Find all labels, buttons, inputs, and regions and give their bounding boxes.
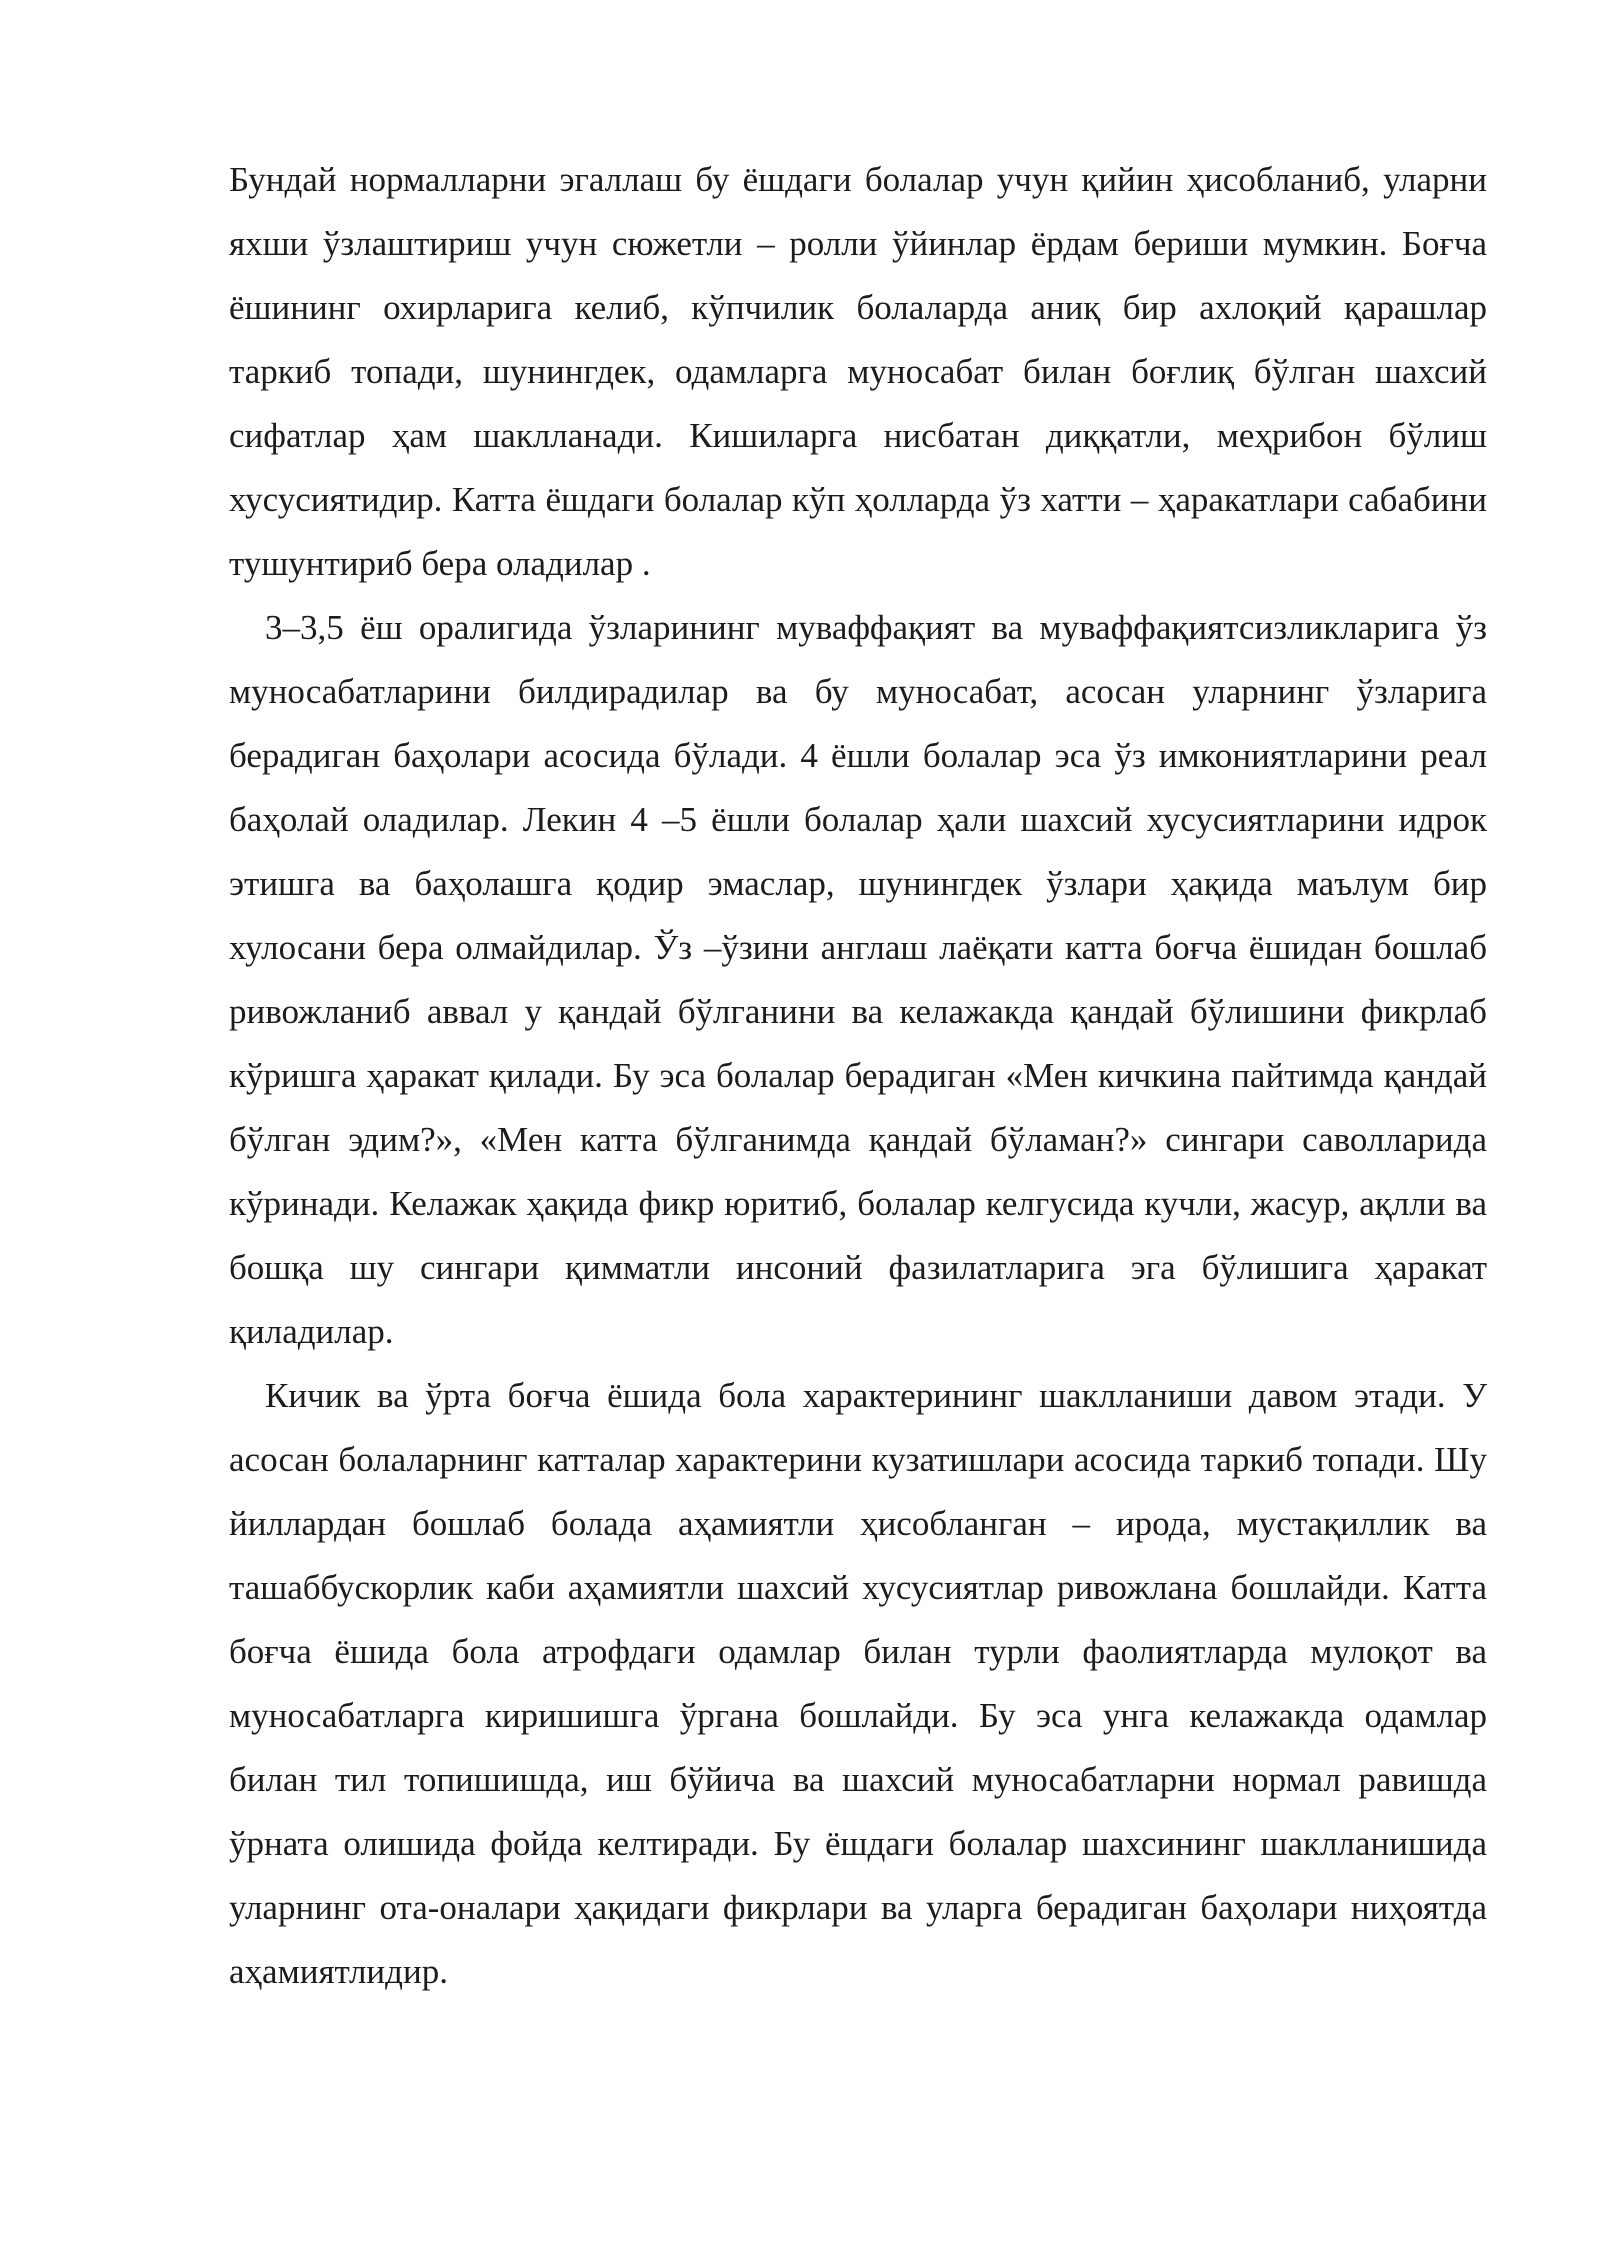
paragraph-3: Кичик ва ўрта боғча ёшида бола характерининг шаклланиши давом этади. У асосан болаларнинг катталар характерини кузатишлари асосида таркиб топади. Шу йиллардан бошлаб болада аҳамиятли ҳисобланган – ирода, мустақиллик ва ташаббускорлик каби аҳамиятли шахсий хусусиятлар ривожлана бошлайди. Катта боғча ёшида бола атрофдаги одамлар билан турли фаолиятларда мулоқот ва муносабатларга киришишга ўргана бошлайди. Бу эса унга келажакда одамлар билан тил топишишда, иш бўйича ва шахсий муносабатларни нормал равишда ўрната олишида фойда келтиради. Бу ёшдаги болалар шахсининг шаклланишида уларнинг ота-оналари ҳақидаги фикрлари ва уларга берадиган баҳолари ниҳоятда аҳамиятлидир.: [229, 1376, 1487, 1991]
body-text: [229, 148, 1487, 2004]
paragraph-2: 3–3,5 ёш оралигида ўзларининг муваффақият ва муваффақиятсизликларига ўз муносабатларини билдирадилар ва бу муносабат, асосан уларнинг ўзларига берадиган баҳолари асосида бўлади. 4 ёшли болалар эса ўз имкониятларини реал баҳолай оладилар. Лекин 4 –5 ёшли болалар ҳали шахсий хусусиятларини идрок этишга ва баҳолашга қодир эмаслар, шунингдек ўзлари ҳақида маълум бир хулосани бера олмайдилар. Ўз –ўзини англаш лаёқати катта боғча ёшидан бошлаб ривожланиб аввал у қандай бўлганини ва келажакда қандай бўлишини фикрлаб кўришга ҳаракат қилади. Бу эса болалар берадиган «Мен кичкина пайтимда қандай бўлган эдим?», «Мен катта бўлганимда қандай бўламан?» сингари саволларида кўринади. Келажак ҳақида фикр юритиб, болалар келгусида кучли, жасур, ақлли ва бошқа шу сингари қимматли инсоний фазилатларига эга бўлишига ҳаракат қиладилар.: [229, 608, 1487, 1351]
paragraph-1: Бундай нормалларни эгаллаш бу ёшдаги болалар учун қийин ҳисобланиб, уларни яхши ўзлаштириш учун сюжетли – ролли ўйинлар ёрдам бериши мумкин. Боғча ёшининг охирларига келиб, кўпчилик болаларда аниқ бир ахлоқий қарашлар таркиб топади, шунингдек, одамларга муносабат билан боғлиқ бўлган шахсий сифатлар ҳам шаклланади. Кишиларга нисбатан диққатли, меҳрибон бўлиш хусусиятидир. Катта ёшдаги болалар кўп ҳолларда ўз хатти – ҳаракатлари сабабини тушунтириб бера оладилар .: [229, 160, 1487, 583]
